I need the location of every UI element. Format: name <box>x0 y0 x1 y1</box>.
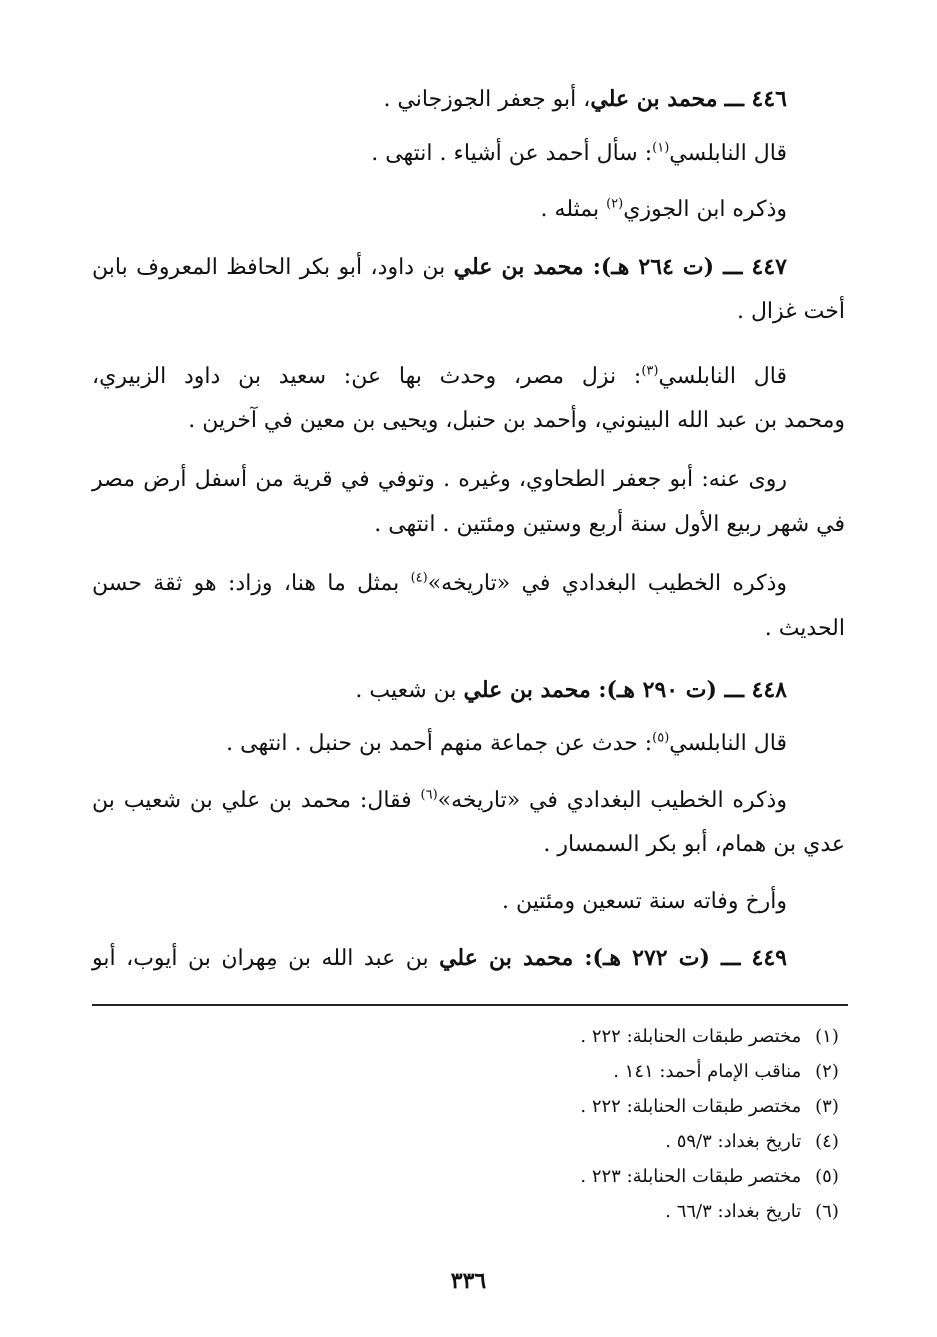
text-line <box>92 786 787 816</box>
text-segment: بمثله . <box>540 197 607 222</box>
footnote-ref: (٤) <box>410 570 428 586</box>
entry-text: بن عبد الله بن مِهران بن أيوب، أبو <box>92 946 440 971</box>
entry-date: (ت ٢٧٢ هـ): <box>573 945 722 971</box>
footnote-ref: (٥) <box>652 730 670 746</box>
entry-text: ، أبو جعفر الجوزجاني . <box>383 87 591 112</box>
footnote-separator <box>92 1004 848 1006</box>
text-line <box>92 614 845 644</box>
footnote <box>300 1164 847 1190</box>
footnote-number: (١) <box>815 1026 839 1047</box>
footnote-text: تاريخ بغداد: ٦٦/٣ . <box>665 1201 802 1222</box>
entry-name: محمد بن علي <box>453 254 584 280</box>
footnote <box>300 1199 847 1225</box>
text-segment: ومحمد بن عبد الله البينوني، وأحمد بن حنبل، ويحيى بن معين في آخرين . <box>188 408 845 433</box>
text-segment: قال النابلسي <box>669 731 787 756</box>
entry-text: بن داود، أبو بكر الحافظ المعروف بابن <box>92 255 454 280</box>
text-line <box>92 406 845 436</box>
footnote-number: (٦) <box>815 1201 839 1222</box>
text-segment: وذكره الخطيب البغدادي في «تاريخه» <box>437 788 787 813</box>
entry-text: بن شعيب . <box>355 678 464 703</box>
footnote-number: (٤) <box>815 1131 839 1152</box>
entry-number: ٤٤٦ ـــ <box>724 86 787 112</box>
text-line <box>92 510 845 540</box>
footnote-ref: (٦) <box>420 787 438 803</box>
text-line <box>92 830 845 860</box>
text-line <box>92 297 845 327</box>
text-segment: قال النابلسي <box>658 364 787 389</box>
footnote-text: مختصر طبقات الحنابلة: ٢٢٣ . <box>580 1166 802 1187</box>
text-segment: الحديث . <box>764 616 845 641</box>
footnote <box>300 1024 847 1050</box>
entry-446-heading <box>92 84 787 115</box>
text-line <box>92 569 787 599</box>
entry-date: (ت ٢٩٠ هـ): <box>590 677 725 703</box>
page-number: ٣٣٦ <box>450 1268 487 1294</box>
text-segment: روى عنه: أبو جعفر الطحاوي، وغيره . وتوفي في قرية من أسفل أرض مصر <box>92 467 787 492</box>
entry-number: ٤٤٩ ـــ <box>721 945 787 971</box>
entry-447-heading <box>92 252 787 283</box>
footnote-ref: (٣) <box>641 363 659 379</box>
text-line <box>92 729 787 759</box>
text-line <box>92 139 787 169</box>
footnote-ref: (١) <box>652 140 670 156</box>
footnote-ref: (٢) <box>606 196 624 212</box>
footnote-text: مختصر طبقات الحنابلة: ٢٢٢ . <box>580 1096 802 1117</box>
entry-date: (ت ٢٦٤ هـ): <box>583 254 724 280</box>
text-segment: : نزل مصر، وحدث بها عن: سعيد بن داود الزبيري، <box>92 364 642 389</box>
entry-name: محمد بن علي <box>439 945 574 971</box>
text-segment: : حدث عن جماعة منهم أحمد بن حنبل . انتهى . <box>226 731 653 756</box>
footnote <box>300 1059 847 1085</box>
text-segment: وذكره ابن الجوزي <box>623 197 787 222</box>
text-segment: بمثل ما هنا، وزاد: هو ثقة حسن <box>92 571 411 596</box>
footnote <box>300 1094 847 1120</box>
text-segment: وذكره الخطيب البغدادي في «تاريخه» <box>427 571 787 596</box>
footnote-number: (٣) <box>815 1096 839 1117</box>
footnote-text: مناقب الإمام أحمد: ١٤١ . <box>613 1061 802 1082</box>
entry-name: محمد بن علي <box>463 677 591 703</box>
text-line <box>92 887 787 917</box>
footnote-number: (٢) <box>815 1061 839 1082</box>
footnote <box>300 1129 847 1155</box>
footnote-text: تاريخ بغداد: ٥٩/٣ . <box>665 1131 802 1152</box>
text-segment: أخت غزال . <box>736 299 845 324</box>
text-line <box>92 465 787 495</box>
text-segment: عدي بن همام، أبو بكر السمسار . <box>543 832 845 857</box>
text-line <box>92 362 787 392</box>
text-line <box>92 195 787 225</box>
entry-name: محمد بن علي <box>590 86 718 112</box>
text-segment: في شهر ربيع الأول سنة أربع وستين ومئتين . انتهى . <box>374 512 845 537</box>
text-segment: وأرخ وفاته سنة تسعين ومئتين . <box>502 889 787 914</box>
entry-number: ٤٤٨ ـــ <box>724 677 787 703</box>
entry-449-heading <box>92 943 787 974</box>
entry-number: ٤٤٧ ـــ <box>723 254 787 280</box>
text-segment: فقال: محمد بن علي بن شعيب بن <box>92 788 421 813</box>
footnote-number: (٥) <box>815 1166 839 1187</box>
text-segment: : سأل أحمد عن أشياء . انتهى . <box>371 141 653 166</box>
text-segment: قال النابلسي <box>669 141 787 166</box>
entry-448-heading <box>92 675 787 706</box>
footnote-text: مختصر طبقات الحنابلة: ٢٢٢ . <box>580 1026 802 1047</box>
